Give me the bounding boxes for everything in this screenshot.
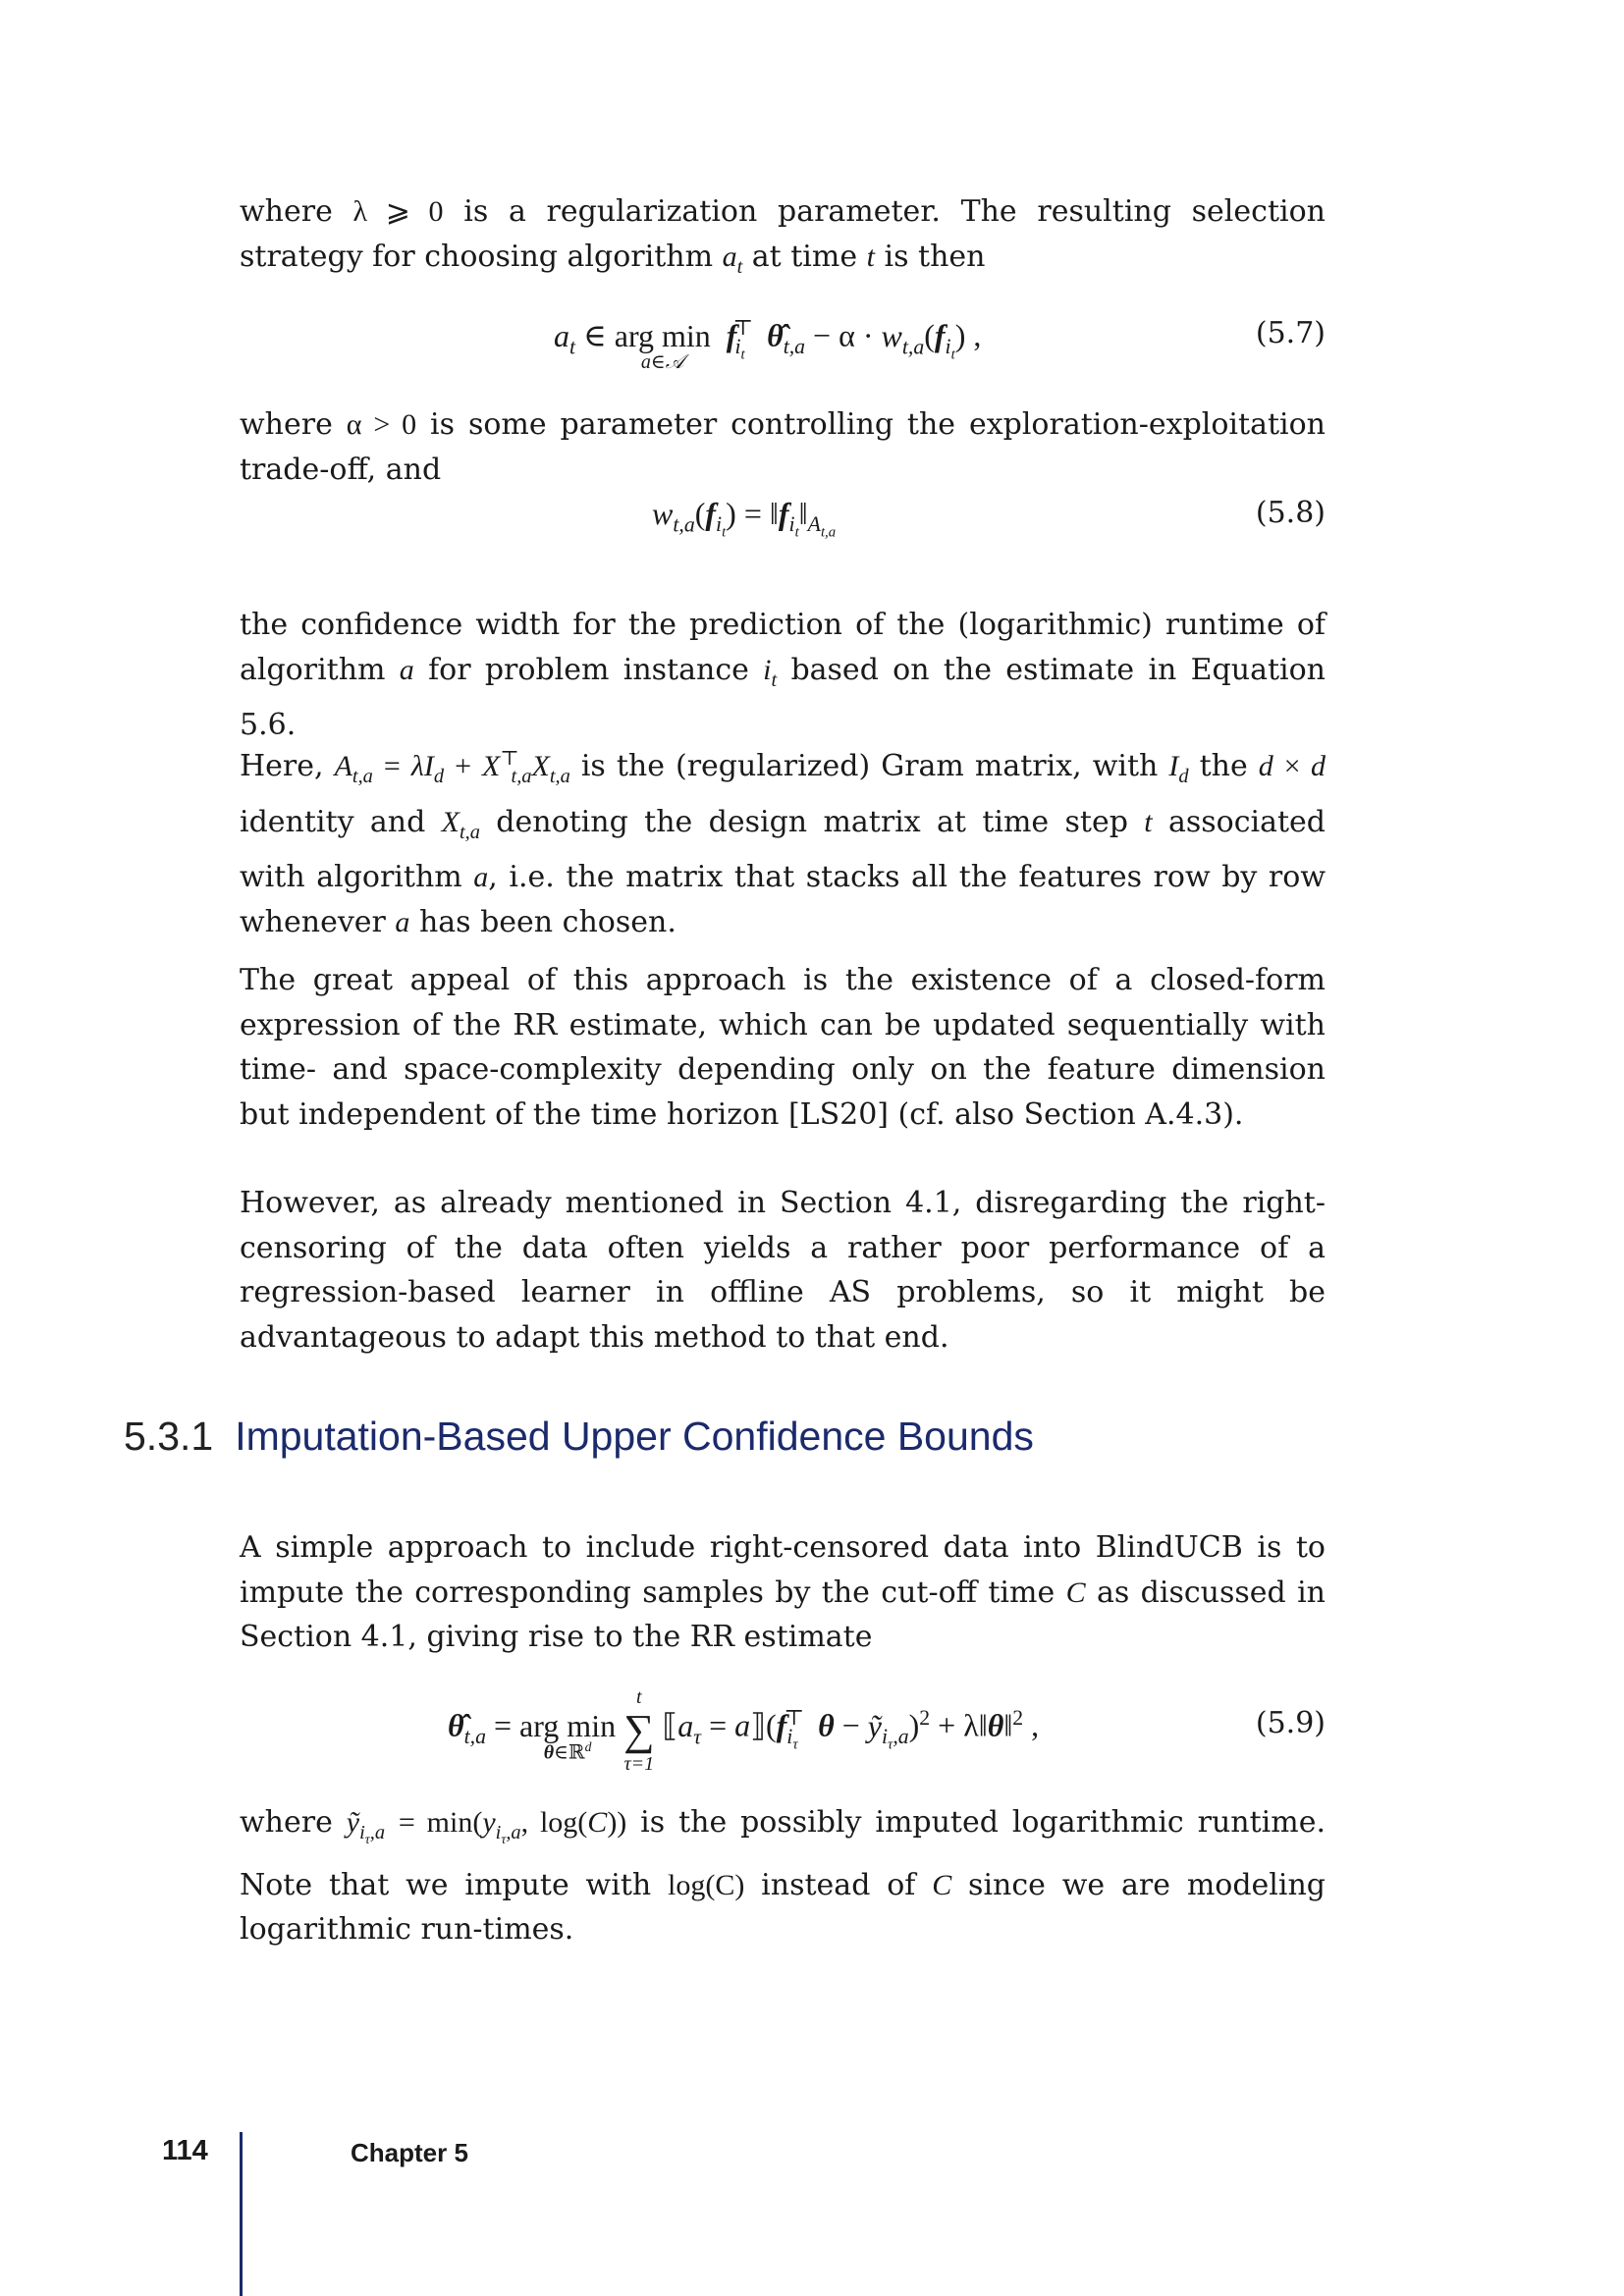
paragraph-great-appeal: The great appeal of this approach is the existence of a closed-form expression of the RR estimate, which can be updated sequentially with time- and space-complexity depending only on the feature dimension but independent of the time horizon [LS20] (cf. also Section A.4.3).: [240, 963, 1326, 1132]
page-number: 114: [162, 2135, 208, 2166]
section-number: 5.3.1: [124, 1414, 214, 1459]
paragraph-however: However, as already mentioned in Section 4.1, disregarding the right-censoring of the data often yields a rather poor performance of a regression-based learner in offline AS problems, so it might be advantageous to adapt this method to that end.: [240, 1186, 1326, 1355]
paragraph-alpha: where α > 0 is some parameter controlling the exploration-exploitation trade-off, and: [240, 407, 1326, 487]
chapter-label: Chapter 5: [351, 2138, 468, 2167]
section-heading: [124, 1414, 1034, 1460]
equation-5-8: $w_{t,a}(f_{i_t})$ = $‖f_{i_t}‖_{A_{t,a}}$ (5.8): [652, 496, 1326, 541]
footer-rule: [240, 2132, 243, 2296]
equation-5-9: $\thetâ_{t,a}$ = arg min θ∈ℝ$^d$ ∑ t τ=1 $⟦a_\tau$ = $a⟧(f_{i_\tau}^⊤$ θ − ỹ$_{i_\tau,a}$)$^2$ + λ‖θ‖$^2$ , (5.9): [448, 1685, 1326, 1775]
equation-number: (5.9): [1255, 1706, 1326, 1740]
paragraph-imputation: A simple approach to include right-censored data into BlindUCB is to impute the corresponding samples by the cut-off time C as discussed in Section 4.1, giving rise to the RR estimate: [240, 1530, 1326, 1654]
paragraph-gram-matrix: Here, $A_{t,a} = \lambda I_d + X^⊤_{t,a}X_{t,a}$ is the (regularized) Gram matrix, with $I_d$ the d × d identity and $X_{t,a}$ denoting the design matrix at time step t associated with algorithm a, i.e. the matrix that stacks all the features row by row whenever a has been chosen.: [240, 748, 1326, 939]
section-title: Imputation-Based Upper Confidence Bounds: [235, 1414, 1034, 1459]
equation-5-7: $a_t$ ∈ arg min a∈𝒜 $f_{i_t}^⊤$ $\thetâ_{t,a} - \alpha \cdot w_{t,a}(f_{i_t})$ , (5.7): [554, 316, 1326, 373]
paragraph-confidence-width: the confidence width for the prediction of the (logarithmic) runtime of algorithm a for problem instance $i_t$ based on the estimate in Equation 5.6.: [240, 608, 1326, 742]
equation-number: (5.7): [1255, 316, 1326, 350]
equation-number: (5.8): [1255, 496, 1326, 530]
paragraph-imputed-runtime: where ỹ$_{i_\tau,a}$ = $\min(y_{i_\tau,a}$, log(C)) is the possibly imputed logarithmic runtime. Note that we impute with log(C) instead of C since we are modeling logarithmic run-times.: [240, 1805, 1326, 1948]
paragraph-regularization: where λ ⩾ 0 is a regularization parameter. The resulting selection strategy for choosing algorithm $a_t$ at time t is then: [240, 194, 1326, 278]
